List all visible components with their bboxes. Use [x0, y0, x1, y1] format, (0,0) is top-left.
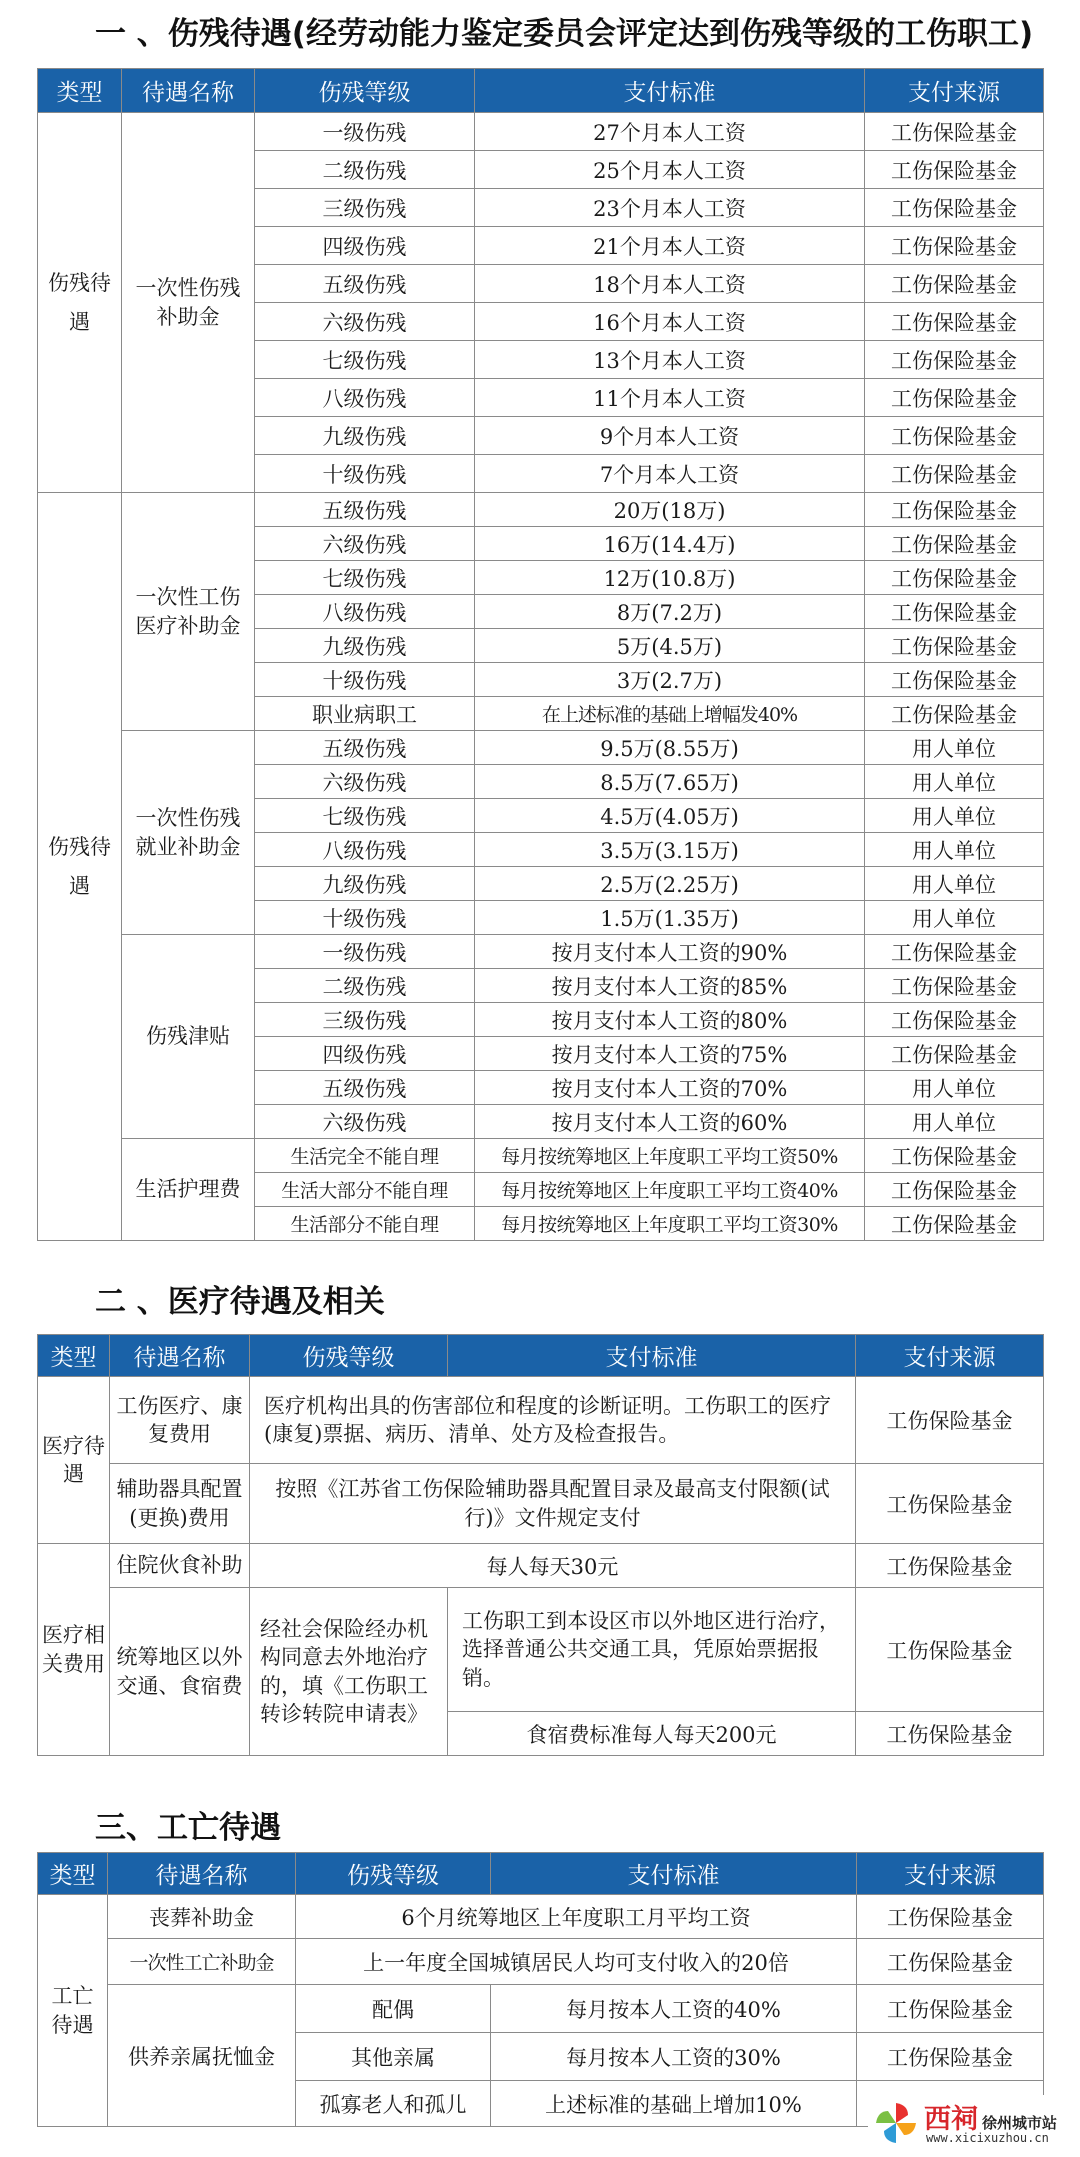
level-cell: 四级伤残	[255, 1037, 475, 1071]
header-disability-level: 伤残等级	[296, 1853, 491, 1895]
source-cell: 用人单位	[865, 799, 1044, 833]
standard-cell: 每月按统筹地区上年度职工平均工资50%	[475, 1139, 865, 1173]
source-cell: 用人单位	[865, 833, 1044, 867]
source-cell: 工伤保险基金	[856, 1377, 1044, 1464]
level-cell: 八级伤残	[255, 595, 475, 629]
standard-cell: 9个月本人工资	[475, 417, 865, 455]
source-cell: 工伤保险基金	[865, 595, 1044, 629]
standard-cell: 11个月本人工资	[475, 379, 865, 417]
source-cell: 用人单位	[865, 1071, 1044, 1105]
header-disability-level: 伤残等级	[250, 1335, 448, 1377]
level-cell: 生活部分不能自理	[255, 1207, 475, 1241]
section3-title: 三、工亡待遇	[95, 1810, 281, 1846]
type-cell: 伤残待遇	[38, 113, 122, 493]
source-cell: 用人单位	[865, 867, 1044, 901]
standard-cell: 按月支付本人工资的60%	[475, 1105, 865, 1139]
table-row	[38, 113, 1044, 151]
standard-cell: 7个月本人工资	[475, 455, 865, 493]
source-cell: 工伤保险基金	[865, 935, 1044, 969]
table-row	[38, 1939, 1044, 1985]
source-cell: 工伤保险基金	[857, 1895, 1044, 1939]
source-cell: 工伤保险基金	[865, 1139, 1044, 1173]
source-cell: 工伤保险基金	[857, 2033, 1044, 2081]
benefit-name-cell: 生活护理费	[122, 1139, 255, 1241]
source-cell: 工伤保险基金	[865, 1207, 1044, 1241]
standard-cell: 按照《江苏省工伤保险辅助器具配置目录及最高支付限额(试行)》文件规定支付	[250, 1464, 856, 1544]
standard-cell: 16万(14.4万)	[475, 527, 865, 561]
standard-cell: 医疗机构出具的伤害部位和程度的诊断证明。工伤职工的医疗(康复)票据、病历、清单、处方及检查报告。	[250, 1377, 856, 1464]
level-cell: 生活大部分不能自理	[255, 1173, 475, 1207]
header-type: 类型	[38, 1853, 108, 1895]
watermark-name: 西祠	[924, 2104, 978, 2135]
standard-cell: 23个月本人工资	[475, 189, 865, 227]
source-cell: 工伤保险基金	[865, 265, 1044, 303]
benefit-name-cell: 一次性伤残补助金	[122, 113, 255, 493]
standard-cell: 16个月本人工资	[475, 303, 865, 341]
source-cell: 工伤保险基金	[865, 1173, 1044, 1207]
level-cell: 九级伤残	[255, 867, 475, 901]
condition-cell: 经社会保险经办机构同意去外地治疗的，填《工伤职工转诊转院申请表》	[250, 1588, 448, 1756]
benefit-name-cell: 供养亲属抚恤金	[108, 1985, 296, 2127]
level-cell: 二级伤残	[255, 969, 475, 1003]
level-cell: 七级伤残	[255, 341, 475, 379]
level-cell: 五级伤残	[255, 1071, 475, 1105]
watermark-sub: 徐州城市站	[982, 2114, 1058, 2132]
level-cell: 三级伤残	[255, 1003, 475, 1037]
level-cell: 六级伤残	[255, 303, 475, 341]
source-cell: 工伤保险基金	[865, 493, 1044, 527]
table-header-row	[38, 1853, 1044, 1895]
header-type: 类型	[38, 1335, 110, 1377]
level-cell: 九级伤残	[255, 417, 475, 455]
standard-cell: 3万(2.7万)	[475, 663, 865, 697]
table-row	[38, 1895, 1044, 1939]
source-cell: 工伤保险基金	[856, 1544, 1044, 1588]
source-cell: 工伤保险基金	[856, 1712, 1044, 1756]
level-cell: 其他亲属	[296, 2033, 491, 2081]
table-row	[38, 1985, 1044, 2033]
source-cell: 工伤保险基金	[865, 341, 1044, 379]
source-cell: 工伤保险基金	[865, 527, 1044, 561]
table-row	[38, 493, 1044, 527]
source-cell: 工伤保险基金	[865, 379, 1044, 417]
type-cell: 伤残待遇	[38, 493, 122, 1241]
benefit-name-cell: 伤残津贴	[122, 935, 255, 1139]
source-cell: 工伤保险基金	[865, 417, 1044, 455]
benefit-name-cell: 丧葬补助金	[108, 1895, 296, 1939]
disability-table	[37, 68, 1044, 1241]
standard-cell: 6个月统筹地区上年度职工月平均工资	[296, 1895, 857, 1939]
standard-cell: 13个月本人工资	[475, 341, 865, 379]
source-cell: 工伤保险基金	[865, 629, 1044, 663]
standard-cell: 5万(4.5万)	[475, 629, 865, 663]
level-cell: 八级伤残	[255, 379, 475, 417]
standard-cell: 4.5万(4.05万)	[475, 799, 865, 833]
header-payment-source: 支付来源	[865, 69, 1044, 113]
source-cell: 工伤保险基金	[865, 303, 1044, 341]
level-cell: 五级伤残	[255, 265, 475, 303]
source-cell: 工伤保险基金	[865, 1037, 1044, 1071]
standard-cell: 12万(10.8万)	[475, 561, 865, 595]
source-cell: 工伤保险基金	[857, 1939, 1044, 1985]
level-cell: 六级伤残	[255, 527, 475, 561]
level-cell: 三级伤残	[255, 189, 475, 227]
standard-cell: 在上述标准的基础上增幅发40%	[475, 697, 865, 731]
level-cell: 七级伤残	[255, 561, 475, 595]
standard-cell: 20万(18万)	[475, 493, 865, 527]
source-cell: 用人单位	[865, 731, 1044, 765]
level-cell: 七级伤残	[255, 799, 475, 833]
table-row	[38, 935, 1044, 969]
benefit-name-cell: 统筹地区以外交通、食宿费	[110, 1588, 250, 1756]
header-disability-level: 伤残等级	[255, 69, 475, 113]
table-row	[38, 1464, 1044, 1544]
watermark-url: www.xicixuzhou.cn	[926, 2131, 1049, 2145]
source-cell: 工伤保险基金	[857, 1985, 1044, 2033]
standard-cell: 按月支付本人工资的90%	[475, 935, 865, 969]
source-cell: 工伤保险基金	[865, 561, 1044, 595]
standard-cell: 按月支付本人工资的75%	[475, 1037, 865, 1071]
benefit-name-cell: 一次性伤残就业补助金	[122, 731, 255, 935]
medical-table	[37, 1334, 1044, 1756]
level-cell: 职业病职工	[255, 697, 475, 731]
death-benefit-table	[37, 1852, 1044, 2127]
source-cell: 工伤保险基金	[865, 113, 1044, 151]
level-cell: 六级伤残	[255, 1105, 475, 1139]
table-row	[38, 1544, 1044, 1588]
standard-cell: 按月支付本人工资的70%	[475, 1071, 865, 1105]
benefit-name-cell: 工伤医疗、康复费用	[110, 1377, 250, 1464]
type-cell: 工亡待遇	[38, 1895, 108, 2127]
benefit-name-cell: 一次性工亡补助金	[108, 1939, 296, 1985]
source-cell: 工伤保险基金	[865, 969, 1044, 1003]
level-cell: 十级伤残	[255, 901, 475, 935]
header-payment-source: 支付来源	[857, 1853, 1044, 1895]
header-payment-standard: 支付标准	[491, 1853, 857, 1895]
table-row	[38, 1377, 1044, 1464]
table-row	[38, 1588, 1044, 1712]
level-cell: 一级伤残	[255, 935, 475, 969]
level-cell: 孤寡老人和孤儿	[296, 2081, 491, 2127]
source-cell: 工伤保险基金	[865, 1003, 1044, 1037]
level-cell: 四级伤残	[255, 227, 475, 265]
source-cell: 工伤保险基金	[865, 455, 1044, 493]
header-benefit-name: 待遇名称	[108, 1853, 296, 1895]
standard-cell: 8.5万(7.65万)	[475, 765, 865, 799]
benefit-name-cell: 辅助器具配置(更换)费用	[110, 1464, 250, 1544]
type-cell: 医疗相关费用	[38, 1544, 110, 1756]
source-cell: 用人单位	[865, 1105, 1044, 1139]
site-watermark-logo	[868, 2095, 1076, 2153]
header-payment-standard: 支付标准	[475, 69, 865, 113]
table-header-row	[38, 1335, 1044, 1377]
section1-title: 一 、伤残待遇(经劳动能力鉴定委员会评定达到伤残等级的工伤职工)	[95, 16, 1034, 52]
standard-cell: 上一年度全国城镇居民人均可支付收入的20倍	[296, 1939, 857, 1985]
level-cell: 生活完全不能自理	[255, 1139, 475, 1173]
standard-cell: 3.5万(3.15万)	[475, 833, 865, 867]
source-cell: 工伤保险基金	[856, 1588, 1044, 1712]
level-cell: 十级伤残	[255, 455, 475, 493]
source-cell: 工伤保险基金	[865, 227, 1044, 265]
header-payment-standard: 支付标准	[448, 1335, 856, 1377]
level-cell: 五级伤残	[255, 731, 475, 765]
type-cell: 医疗待遇	[38, 1377, 110, 1544]
level-cell: 十级伤残	[255, 663, 475, 697]
level-cell: 九级伤残	[255, 629, 475, 663]
table-row	[38, 1139, 1044, 1173]
level-cell: 八级伤残	[255, 833, 475, 867]
source-cell: 用人单位	[865, 901, 1044, 935]
table-row	[38, 731, 1044, 765]
standard-cell: 1.5万(1.35万)	[475, 901, 865, 935]
source-cell: 工伤保险基金	[865, 697, 1044, 731]
standard-cell: 8万(7.2万)	[475, 595, 865, 629]
source-cell: 工伤保险基金	[865, 663, 1044, 697]
standard-cell: 每月按统筹地区上年度职工平均工资30%	[475, 1207, 865, 1241]
benefit-name-cell: 一次性工伤医疗补助金	[122, 493, 255, 731]
level-cell: 六级伤残	[255, 765, 475, 799]
section2-title: 二 、医疗待遇及相关	[95, 1284, 385, 1320]
standard-cell: 21个月本人工资	[475, 227, 865, 265]
header-type: 类型	[38, 69, 122, 113]
source-cell: 工伤保险基金	[856, 1464, 1044, 1544]
source-cell: 工伤保险基金	[865, 189, 1044, 227]
standard-cell: 按月支付本人工资的85%	[475, 969, 865, 1003]
standard-cell: 食宿费标准每人每天200元	[448, 1712, 856, 1756]
source-cell: 工伤保险基金	[865, 151, 1044, 189]
standard-cell: 每月按统筹地区上年度职工平均工资40%	[475, 1173, 865, 1207]
standard-cell: 2.5万(2.25万)	[475, 867, 865, 901]
standard-cell: 每人每天30元	[250, 1544, 856, 1588]
header-benefit-name: 待遇名称	[110, 1335, 250, 1377]
pinwheel-logo-icon	[874, 2101, 918, 2145]
standard-cell: 9.5万(8.55万)	[475, 731, 865, 765]
level-cell: 一级伤残	[255, 113, 475, 151]
benefit-name-cell: 住院伙食补助	[110, 1544, 250, 1588]
standard-cell: 上述标准的基础上增加10%	[491, 2081, 857, 2127]
header-payment-source: 支付来源	[856, 1335, 1044, 1377]
level-cell: 配偶	[296, 1985, 491, 2033]
standard-cell: 25个月本人工资	[475, 151, 865, 189]
standard-cell: 工伤职工到本设区市以外地区进行治疗，选择普通公共交通工具，凭原始票据报销。	[448, 1588, 856, 1712]
standard-cell: 按月支付本人工资的80%	[475, 1003, 865, 1037]
header-benefit-name: 待遇名称	[122, 69, 255, 113]
table-header-row	[38, 69, 1044, 113]
level-cell: 五级伤残	[255, 493, 475, 527]
standard-cell: 每月按本人工资的30%	[491, 2033, 857, 2081]
source-cell: 用人单位	[865, 765, 1044, 799]
standard-cell: 18个月本人工资	[475, 265, 865, 303]
standard-cell: 每月按本人工资的40%	[491, 1985, 857, 2033]
level-cell: 二级伤残	[255, 151, 475, 189]
standard-cell: 27个月本人工资	[475, 113, 865, 151]
